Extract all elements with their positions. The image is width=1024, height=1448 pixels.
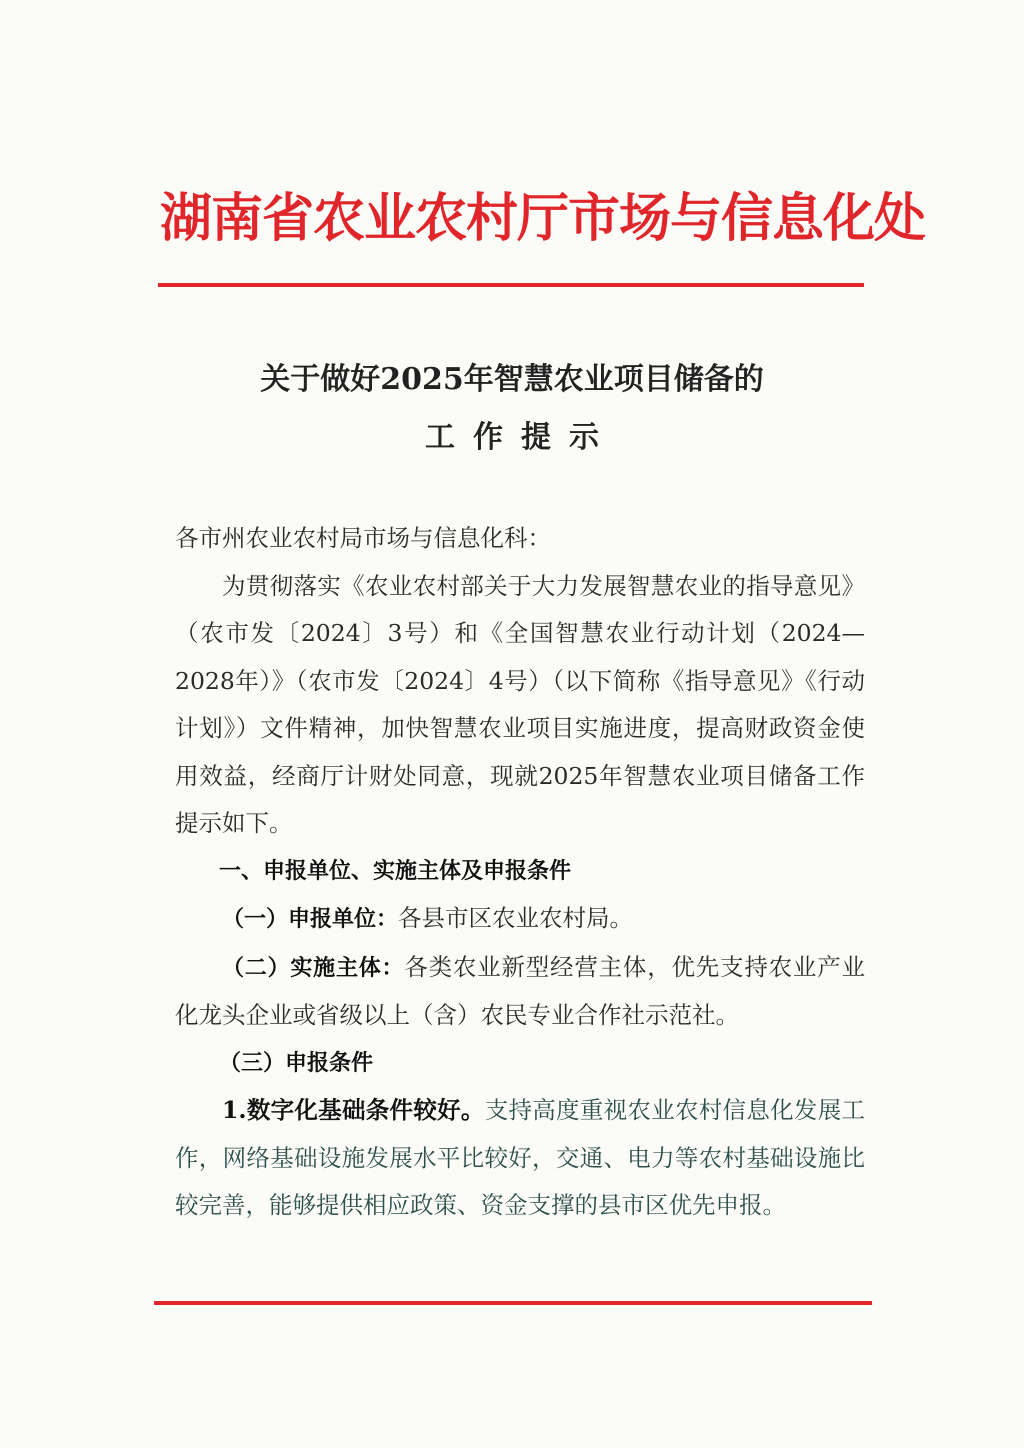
section-1-heading: 一、申报单位、实施主体及申报条件	[219, 858, 572, 884]
item-2-label: （二）实施主体：	[222, 955, 405, 981]
condition-1-text: 支持高度重视农业农村信息化发展工作，网络基础设施发展水平比较好，交通、电力等农村基础设施比较完善，能够提供相应政策、资金支撑的县市区优先申报。	[175, 1096, 865, 1219]
document-title-line-1: 关于做好2025年智慧农业项目储备的	[260, 362, 764, 397]
item-1-label: （一）申报单位：	[222, 907, 399, 932]
masthead-title: 湖南省农业农村厅市场与信息化处	[160, 188, 926, 249]
item-1-text: 各县市区农业农村局。	[398, 904, 634, 932]
item-2-text: 各类农业新型经营主体，优先支持农业产业化龙头企业或省级以上（含）农民专业合作社示范社。	[175, 952, 865, 1029]
document-body	[175, 515, 865, 1230]
footer-red-rule	[154, 1301, 872, 1305]
masthead-red-rule	[158, 283, 864, 287]
intro-paragraph: 为贯彻落实《农业农村部关于大力发展智慧农业的指导意见》（农市发〔2024〕3号）和《全国智慧农业行动计划（2024—2028年）》（农市发〔2024〕4号）（以下简称《指导意见》《行动计划》）文件精神，加快智慧农业项目实施进度，提高财政资金使用效益，经商厅计财处同意，现就2025年智慧农业项目储备工作提示如下。	[175, 571, 865, 837]
item-3-heading: （三）申报条件	[219, 1050, 374, 1076]
document-title-line-2: 工作提示	[425, 420, 617, 455]
item-1-paragraph	[175, 895, 865, 944]
condition-1-label: 1.数字化基础条件较好。	[222, 1096, 485, 1124]
condition-1-paragraph	[175, 1087, 865, 1230]
item-2-paragraph	[175, 944, 865, 1040]
salutation: 各市州农业农村局市场与信息化科：	[175, 524, 551, 552]
